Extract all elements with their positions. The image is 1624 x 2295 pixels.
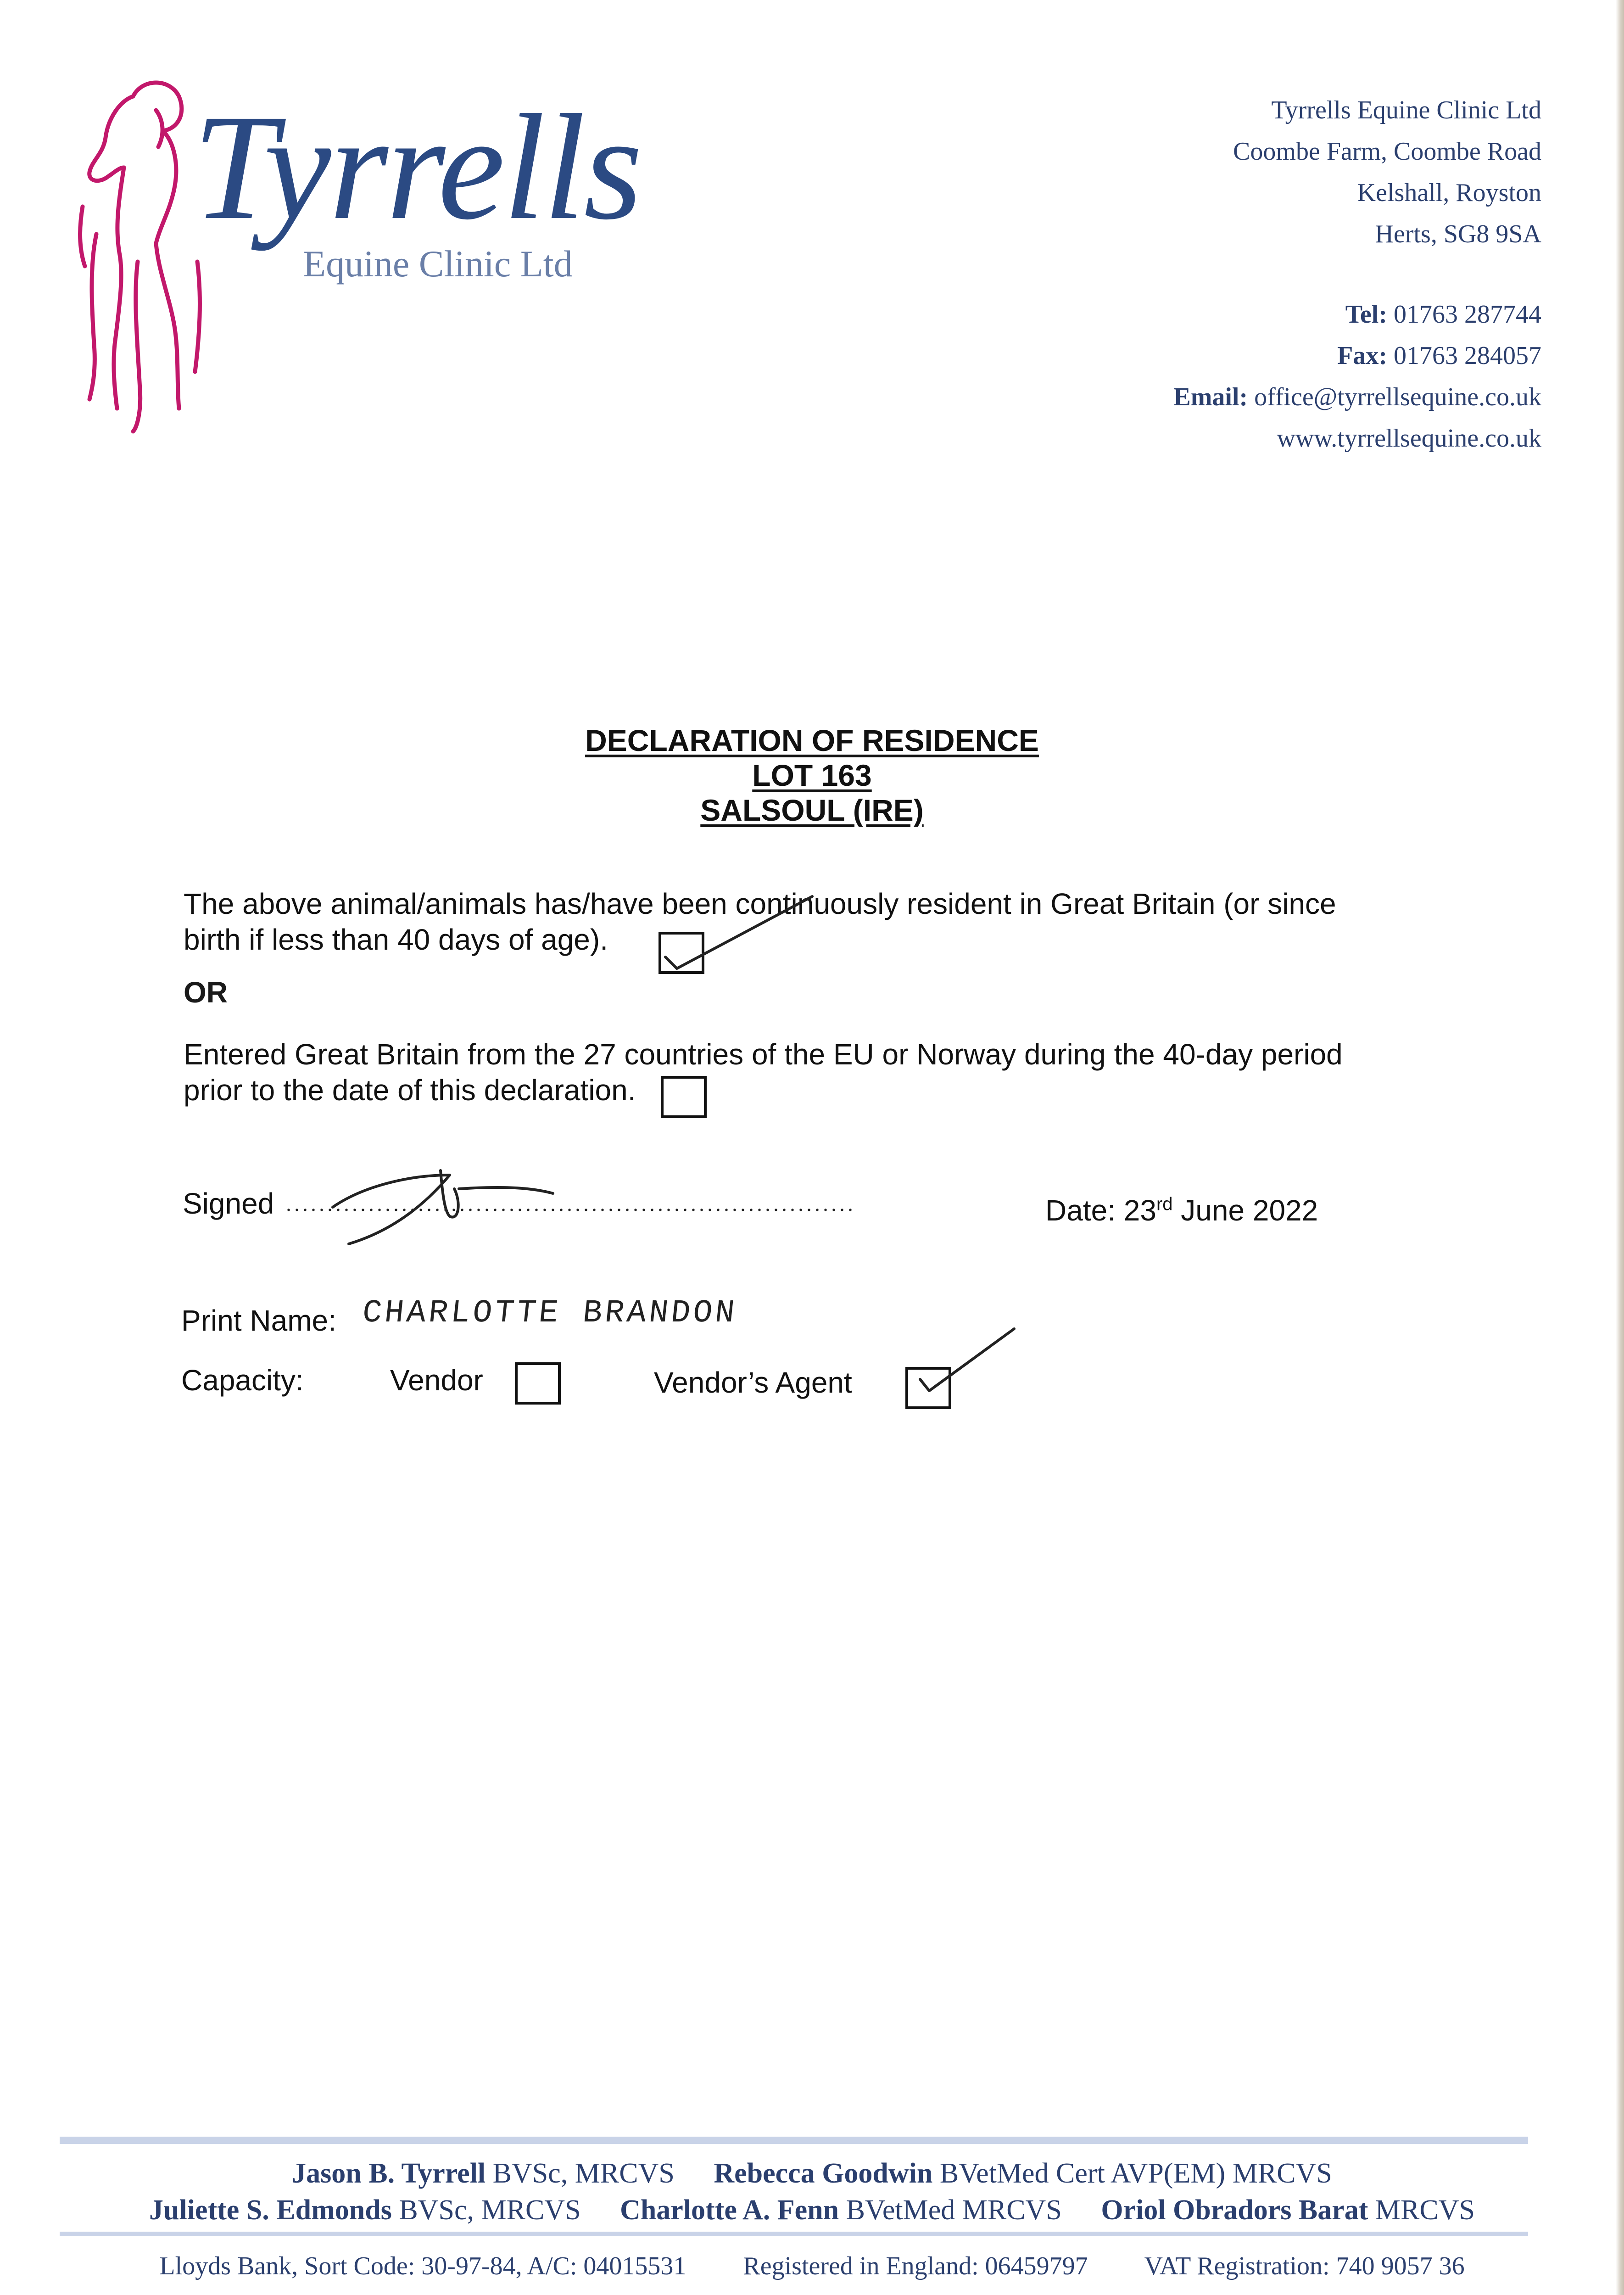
- logo-wordmark: Tyrrells: [193, 84, 641, 251]
- document-title: [0, 723, 1624, 828]
- capacity-label: Capacity:: [181, 1364, 304, 1397]
- handwritten-signature-icon: [321, 1143, 578, 1258]
- staff-quals: BVetMed MRCVS: [846, 2194, 1062, 2226]
- title-line-1: DECLARATION OF RESIDENCE: [585, 723, 1039, 757]
- footer-rule-bottom: [60, 2232, 1528, 2236]
- print-name-label: Print Name:: [181, 1304, 336, 1337]
- date-label: Date:: [1045, 1194, 1116, 1227]
- option-2-checkbox[interactable]: [661, 1076, 707, 1118]
- staff-quals: BVSc, MRCVS: [492, 2158, 675, 2189]
- tel-value: 01763 287744: [1394, 300, 1541, 329]
- staff-line-2: [0, 2194, 1624, 2227]
- vendor-checkbox[interactable]: [515, 1362, 561, 1405]
- checkmark-icon: [909, 1320, 1028, 1411]
- website: www.tyrrellsequine.co.uk: [1277, 424, 1541, 453]
- page-edge-shadow: [1616, 0, 1624, 2295]
- vendors-agent-label: Vendor’s Agent: [654, 1366, 852, 1399]
- staff-quals: MRCVS: [1375, 2194, 1475, 2226]
- date-rest: June 2022: [1181, 1194, 1318, 1227]
- staff-name: Rebecca Goodwin: [714, 2158, 933, 2189]
- logo-subtitle: Equine Clinic Ltd: [303, 243, 573, 285]
- bank-details: Lloyds Bank, Sort Code: 30-97-84, A/C: 04015531: [159, 2252, 686, 2280]
- telephone-line: [1173, 294, 1541, 335]
- staff-quals: BVetMed Cert AVP(EM) MRCVS: [939, 2158, 1332, 2189]
- address-line: Coombe Farm, Coombe Road: [1233, 137, 1541, 166]
- vat-registration: VAT Registration: 740 9057 36: [1144, 2252, 1465, 2280]
- signed-label: Signed: [183, 1187, 274, 1220]
- date-suffix: rd: [1156, 1194, 1173, 1215]
- address-line: Herts, SG8 9SA: [1375, 220, 1541, 248]
- staff-name: Juliette S. Edmonds: [149, 2194, 392, 2226]
- email-label: Email:: [1173, 383, 1248, 411]
- staff-quals: BVSc, MRCVS: [399, 2194, 581, 2226]
- option-2-text: Entered Great Britain from the 27 countries of the EU or Norway during the 40-day period prior to the date of this declaration.: [184, 1038, 1343, 1107]
- address-line: Tyrrells Equine Clinic Ltd: [1271, 96, 1541, 124]
- footer-rule-top: [60, 2137, 1528, 2144]
- date-field: [1045, 1193, 1318, 1227]
- staff-name: Charlotte A. Fenn: [620, 2194, 839, 2226]
- company-details: [0, 2251, 1624, 2281]
- or-label: OR: [184, 976, 228, 1009]
- title-line-3: SALSOUL (IRE): [700, 793, 924, 827]
- registration-number: Registered in England: 06459797: [743, 2252, 1088, 2280]
- fax-label: Fax:: [1337, 341, 1387, 370]
- clinic-address: [1233, 90, 1541, 255]
- option-1-text: The above animal/animals has/have been continuously resident in Great Britain (or since birth if less than 40 days of age).: [184, 887, 1336, 956]
- fax-line: [1173, 335, 1541, 376]
- horse-logo-icon: [64, 69, 211, 445]
- date-day: 23: [1123, 1194, 1156, 1227]
- checkmark-icon: [656, 888, 831, 980]
- staff-line-1: [0, 2157, 1624, 2190]
- tel-label: Tel:: [1345, 300, 1387, 329]
- email-value: office@tyrrellsequine.co.uk: [1254, 383, 1541, 411]
- staff-name: Oriol Obradors Barat: [1101, 2194, 1368, 2226]
- email-line: [1173, 376, 1541, 418]
- address-line: Kelshall, Royston: [1357, 179, 1541, 207]
- staff-name: Jason B. Tyrrell: [292, 2158, 486, 2189]
- title-line-2: LOT 163: [752, 758, 872, 792]
- clinic-contacts: [1173, 294, 1541, 459]
- vendor-label: Vendor: [390, 1364, 483, 1397]
- print-name-value: CHARLOTTE BRANDON: [360, 1295, 739, 1332]
- fax-value: 01763 284057: [1394, 341, 1541, 370]
